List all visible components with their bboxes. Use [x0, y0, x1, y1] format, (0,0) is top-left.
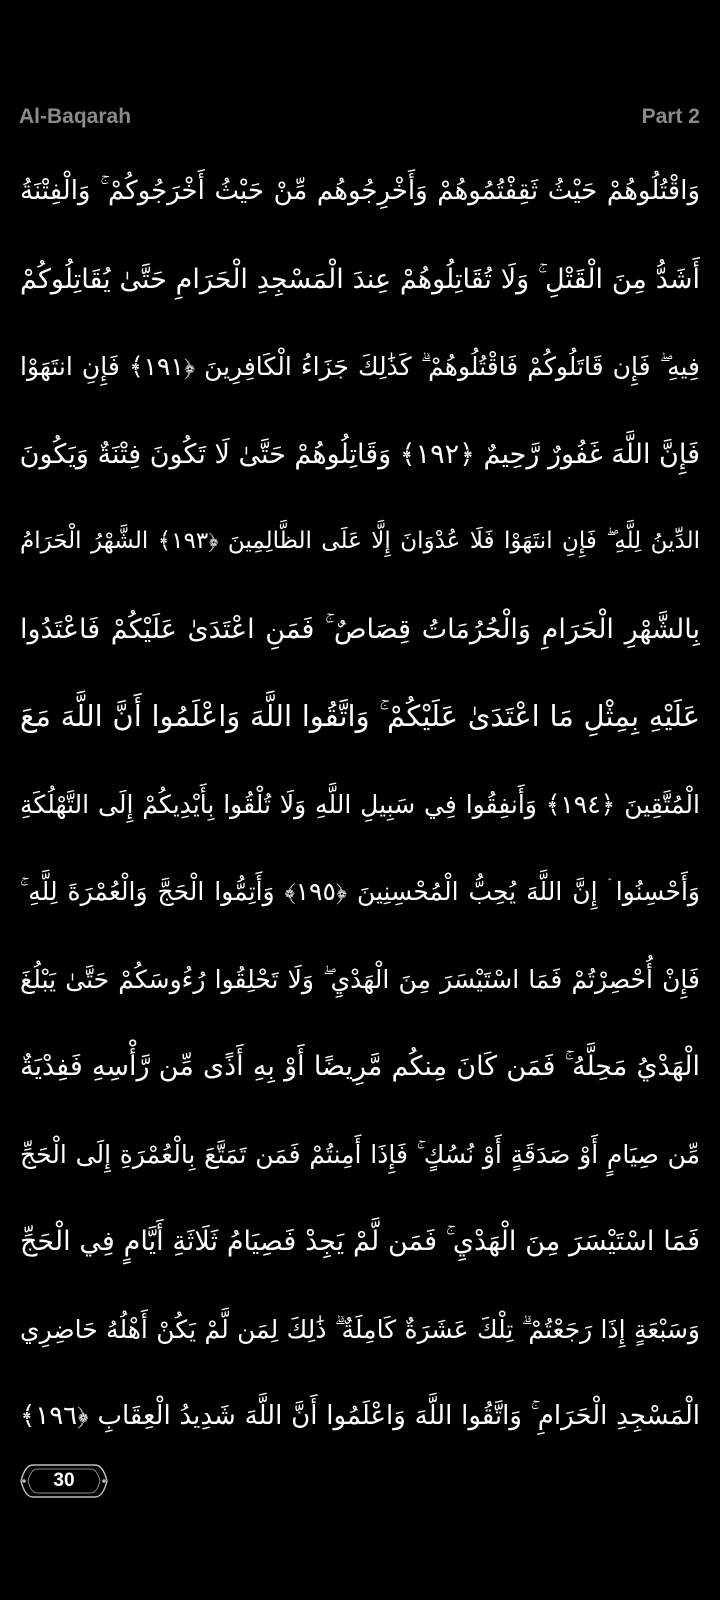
page-number-badge — [19, 1463, 109, 1499]
verse-line[interactable]: أَشَدُّ مِنَ الْقَتْلِ ۚ وَلَا تُقَاتِلُوهُمْ عِندَ الْمَسْجِدِ الْحَرَامِ حَتَّىٰ يُقَاتِلُوكُمْ — [20, 263, 700, 295]
verse-line[interactable]: الدِّينُ لِلَّهِ ۖ فَإِنِ انتَهَوْا فَلَا عُدْوَانَ إِلَّا عَلَى الظَّالِمِينَ ﴿١٩٣﴾ الشَّهْرُ الْحَرَامُ — [20, 528, 700, 554]
verse-line[interactable]: فَإِنْ أُحْصِرْتُمْ فَمَا اسْتَيْسَرَ مِنَ الْهَدْيِ ۖ وَلَا تَحْلِقُوا رُءُوسَكُمْ حَتَّىٰ يَبْلُغَ — [20, 964, 700, 994]
verse-line[interactable]: الْمَسْجِدِ الْحَرَامِ ۚ وَاتَّقُوا اللَّهَ وَاعْلَمُوا أَنَّ اللَّهَ شَدِيدُ الْعِقَابِ ﴿١٩٦﴾ — [20, 1401, 700, 1431]
surah-name: Al-Baqarah — [19, 105, 132, 128]
verse-line[interactable]: وَسَبْعَةٍ إِذَا رَجَعْتُمْ ۗ تِلْكَ عَشَرَةٌ كَامِلَةٌ ۗ ذَٰلِكَ لِمَن لَّمْ يَكُنْ أَهْلُهُ حَاضِرِي — [20, 1314, 700, 1344]
juz-part-label: Part 2 — [641, 105, 700, 128]
verse-line[interactable]: فِيهِ ۖ فَإِن قَاتَلُوكُمْ فَاقْتُلُوهُمْ ۗ كَذَٰلِكَ جَزَاءُ الْكَافِرِينَ ﴿١٩١﴾ فَإِنِ انتَهَوْا — [20, 352, 700, 381]
verse-line[interactable]: وَاقْتُلُوهُمْ حَيْثُ ثَقِفْتُمُوهُمْ وَأَخْرِجُوهُم مِّنْ حَيْثُ أَخْرَجُوكُمْ ۚ وَالْفِتْنَةُ — [20, 176, 700, 206]
verse-line[interactable]: الْهَدْيُ مَحِلَّهُ ۚ فَمَن كَانَ مِنكُم مَّرِيضًا أَوْ بِهِ أَذًى مِّن رَّأْسِهِ فَفِدْيَةٌ — [20, 1051, 700, 1082]
verse-line[interactable]: وَأَحْسِنُوا ۛ إِنَّ اللَّهَ يُحِبُّ الْمُحْسِنِينَ ﴿١٩٥﴾ وَأَتِمُّوا الْحَجَّ وَالْعُمْرَةَ لِلَّهِ ۚ — [20, 877, 700, 906]
quran-page-text[interactable] — [20, 148, 700, 1461]
page-number: 30 — [53, 1470, 75, 1491]
verse-line[interactable]: الْمُتَّقِينَ ﴿١٩٤﴾ وَأَنفِقُوا فِي سَبِيلِ اللَّهِ وَلَا تُلْقُوا بِأَيْدِيكُمْ إِلَى التَّهْلُكَةِ — [20, 789, 700, 819]
verse-line[interactable]: فَإِنَّ اللَّهَ غَفُورٌ رَّحِيمٌ ﴿١٩٢﴾ وَقَاتِلُوهُمْ حَتَّىٰ لَا تَكُونَ فِتْنَةٌ وَيَكُونَ — [20, 438, 700, 470]
page-header — [19, 100, 700, 134]
verse-line[interactable]: بِالشَّهْرِ الْحَرَامِ وَالْحُرُمَاتُ قِصَاصٌ ۚ فَمَنِ اعْتَدَىٰ عَلَيْكُمْ فَاعْتَدُوا — [20, 613, 700, 645]
verse-line[interactable]: عَلَيْهِ بِمِثْلِ مَا اعْتَدَىٰ عَلَيْكُمْ ۚ وَاتَّقُوا اللَّهَ وَاعْلَمُوا أَنَّ اللَّهَ مَعَ — [20, 699, 700, 733]
verse-line[interactable]: مِّن صِيَامٍ أَوْ صَدَقَةٍ أَوْ نُسُكٍ ۚ فَإِذَا أَمِنتُمْ فَمَن تَمَتَّعَ بِالْعُمْرَةِ إِلَى الْحَجِّ — [20, 1139, 700, 1169]
verse-line[interactable]: فَمَا اسْتَيْسَرَ مِنَ الْهَدْيِ ۚ فَمَن لَّمْ يَجِدْ فَصِيَامُ ثَلَاثَةِ أَيَّامٍ فِي الْحَجِّ — [20, 1226, 700, 1257]
